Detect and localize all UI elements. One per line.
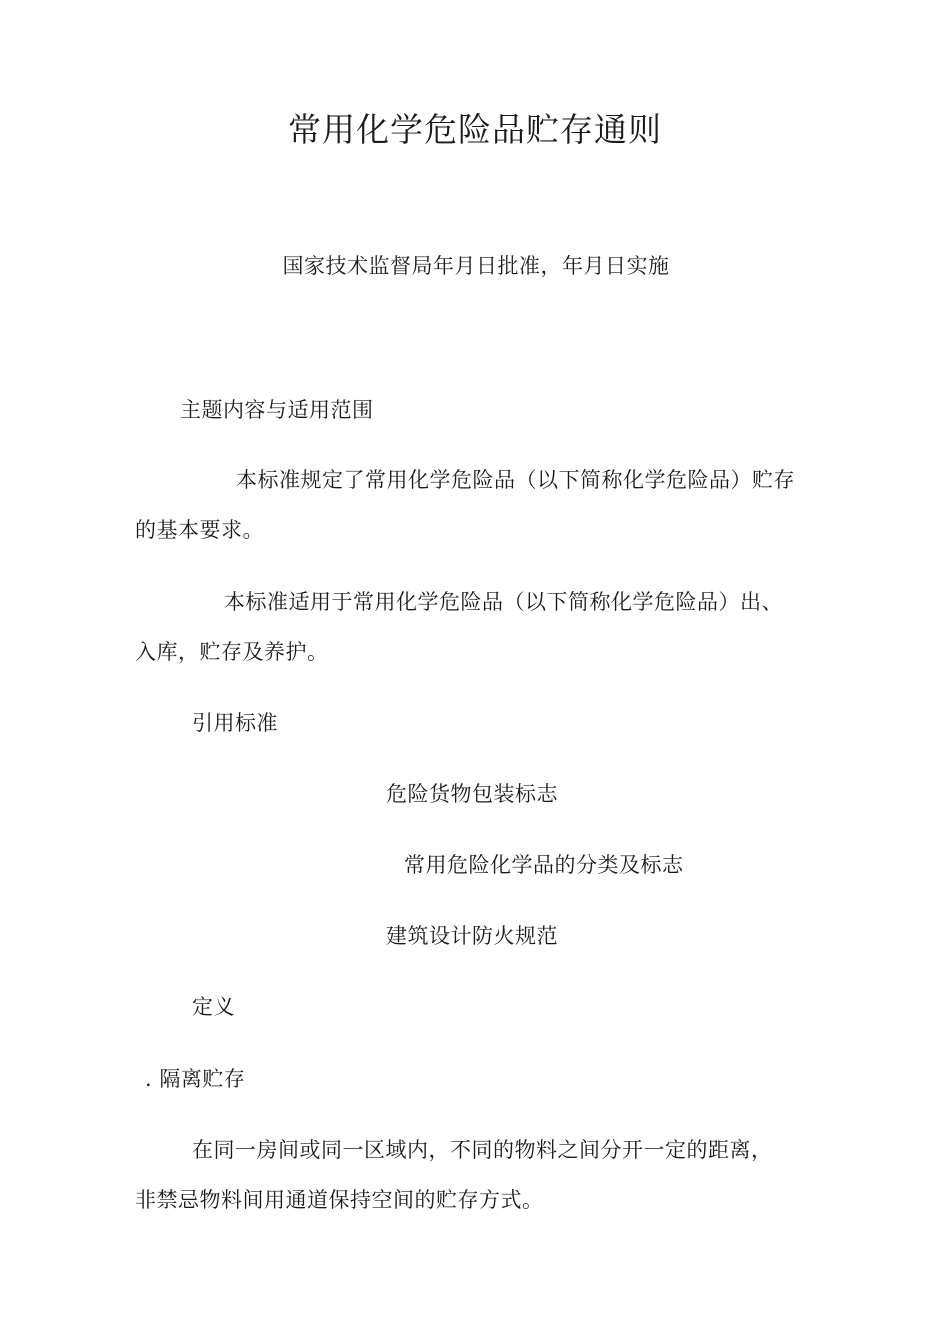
section-heading-references: 引用标准	[192, 711, 278, 735]
section-heading-definitions: 定义	[192, 995, 235, 1019]
paragraph-1-line-1: 本标准规定了常用化学危险品（以下简称化学危险品）贮存	[236, 468, 795, 492]
paragraph-2-line-2: 入库，贮存及养护。	[135, 640, 329, 664]
definition-term: . 隔离贮存	[145, 1067, 246, 1091]
definition-line-1: 在同一房间或同一区域内，不同的物料之间分开一定的距离，	[192, 1138, 773, 1162]
paragraph-2-line-1: 本标准适用于常用化学危险品（以下简称化学危险品）出、	[224, 590, 783, 614]
reference-item-3: 建筑设计防火规范	[386, 924, 558, 948]
paragraph-1-line-2: 的基本要求。	[135, 518, 264, 542]
definition-line-2: 非禁忌物料间用通道保持空间的贮存方式。	[135, 1188, 544, 1212]
section-heading-scope: 主题内容与适用范围	[180, 398, 374, 422]
document-title: 常用化学危险品贮存通则	[288, 110, 662, 149]
reference-item-2: 常用危险化学品的分类及标志	[404, 853, 684, 877]
reference-item-1: 危险货物包装标志	[386, 782, 558, 806]
document-subtitle: 国家技术监督局年月日批准，年月日实施	[282, 254, 670, 278]
